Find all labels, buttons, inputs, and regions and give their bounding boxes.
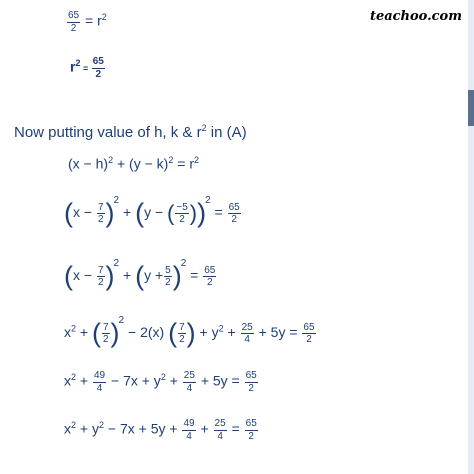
heading: Now putting value of h, k & $r^2$ in (A)	[14, 123, 247, 141]
line-65-over-2: $\frac{65}{2}$ = $r^2$	[68, 10, 107, 34]
equation-step-d: $x^2$ + $\frac{49}{4}$ − $7x + y^2$ + $\frac{25}{4}$ + 5y = $\frac{65}{2}$	[64, 370, 257, 394]
equation-general: $(x - h)^2 + (y - k)^2 = r^2$	[68, 155, 199, 172]
equation-simplified: (x − $\frac{7}{2}$ )$^2$ + (y + $\frac{5}{2}$ )$^2$ = $\frac{65}{2}$	[64, 257, 216, 291]
equation-substituted: (x − $\frac{7}{2}$ )$^2$ + (y − ( $\frac{-5}{2}$ ))$^2$ = $\frac{65}{2}$	[64, 194, 240, 228]
line-r2: $r^2$ = $\frac{65}{2}$	[70, 56, 104, 80]
brand-watermark: teachoo.com	[369, 9, 462, 24]
scrollbar[interactable]	[468, 0, 474, 474]
equation-step-e: $x^2 + y^2 - 7x + 5y$ + $\frac{49}{4}$ + $\frac{25}{4}$ = $\frac{65}{2}$	[64, 418, 257, 442]
scrollbar-thumb[interactable]	[468, 90, 474, 126]
equation-expanded: $x^2$ + ( $\frac{7}{2}$ )$^2$ − 2(x) ( $\frac{7}{2}$ ) + $y^2$ + $\frac{25}{4}$ + 5y = $\frac{65}{2}$	[64, 314, 315, 348]
